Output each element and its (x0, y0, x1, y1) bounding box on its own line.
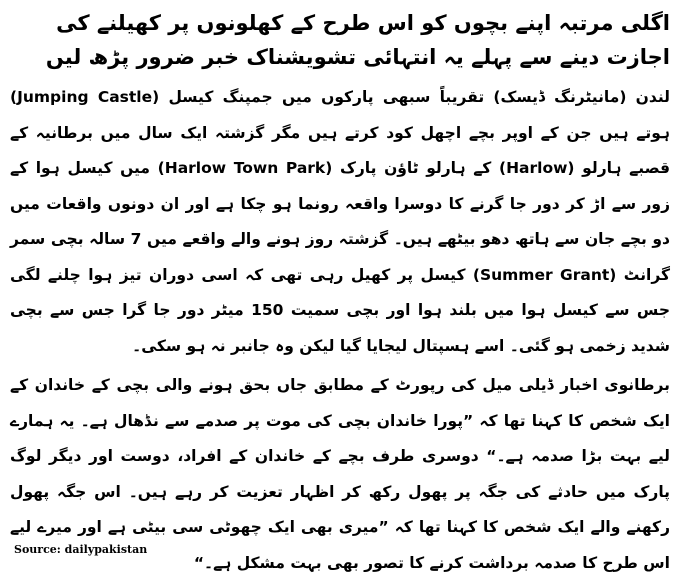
article-paragraph-1: لندن (مانیٹرنگ ڈیسک) تقریباً سبھی پارکوں میں جمپنگ کیسل (Jumping Castle) ہوتے ہیں جن کے اوپر بچے اچھل کود کرتے ہیں مگر گزشتہ ایک سال میں برطانیہ کے قصبے ہارلو (Harlow) کے ہارلو ٹاؤن پارک (Harlow Town Park) میں کیسل ہوا کے زور سے اڑ کر دور جا گرنے کا دوسرا واقعہ رونما ہو چکا ہے اور ان دونوں واقعات میں دو بچے جان سے ہاتھ دھو بیٹھے ہیں۔ گزشتہ روز ہونے والے واقعے میں 7 سالہ بچی سمر گرانٹ (Summer Grant) کیسل پر کھیل رہی تھی کہ اسی دوران تیز ہوا چلنے لگی جس سے کیسل ہوا میں بلند ہوا اور بچی سمیت 150 میٹر دور جا گرا جس سے بچی شدید زخمی ہو گئی۔ اسے ہسپتال لیجایا گیا لیکن وہ جانبر نہ ہو سکی۔ (10, 88, 670, 355)
source-credit: Source: dailypakistan (14, 543, 148, 556)
article-paragraph-2: برطانوی اخبار ڈیلی میل کی رپورٹ کے مطابق جاں بحق ہونے والی بچی کے خاندان کے ایک شخص کا کہنا تھا کہ ”پورا خاندان بچی کی موت پر صدمے سے نڈھال ہے۔ یہ ہمارے لیے بہت بڑا صدمہ ہے۔“ دوسری طرف بچے کے خاندان کے افراد، دوست اور دیگر لوگ پارک میں حادثے کی جگہ پر پھول رکھ کر اظہار تعزیت کر رہے ہیں۔ اس جگہ پھول رکھنے والے ایک شخص کا کہنا تھا کہ ”میری بھی ایک چھوٹی سی بیٹی ہے اور میرے لیے اس طرح کا صدمہ برداشت کرنے کا تصور بھی بہت مشکل ہے۔“ (10, 376, 670, 572)
news-article (10, 6, 670, 572)
article-headline: اگلی مرتبہ اپنے بچوں کو اس طرح کے کھلونوں پر کھیلنے کی اجازت دینے سے پہلے یہ انتہائی تشویشناک خبر ضرور پڑھ لیں (45, 11, 670, 69)
